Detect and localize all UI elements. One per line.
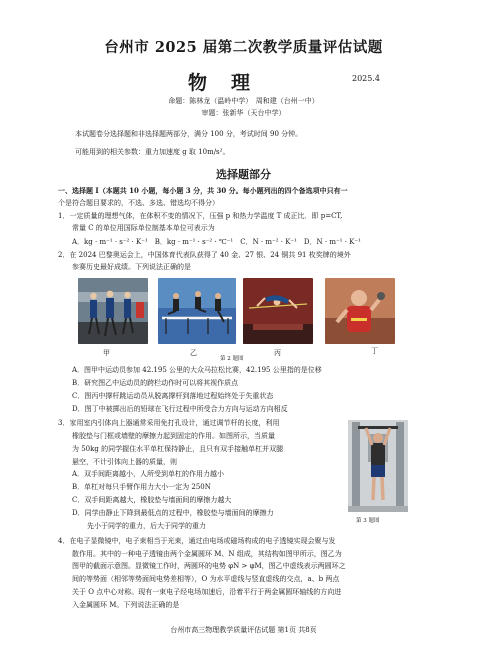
section-title: 选择题部分 — [216, 168, 271, 181]
q2-figure-caption: 第 2 题图 — [220, 356, 244, 362]
q1-stem-line-1: 1．一定质量的理想气体，在体积不变的情况下，压强 p 和热力学温度 T 成正比．即 p=CT, — [58, 212, 343, 220]
q4-stem-line-2: 散作用。其中的一种电子透镜由两个金属圆环 M、N 组成，其结构如图甲所示，图乙为 — [72, 550, 342, 558]
photo-label-3: 丙 — [274, 349, 281, 357]
part1-heading-line-2: 个是符合题目要求的，不选、多选、错选均不得分） — [58, 199, 219, 207]
q2-option-c: C．图丙中撑杆跳运动员从脱离撑杆到落地过程始终处于失重状态 — [72, 392, 274, 400]
q2-option-d: D．图丁中被掷出后的铅球在飞行过程中所受合力方向与运动方向相反 — [72, 405, 288, 413]
page-footer: 台州市高三物理教学质量评估试题 第1页 共8页 — [170, 626, 317, 634]
subject-title: 物理 — [188, 72, 275, 94]
q2-option-b: B．研究图乙中运动员的跨栏动作时可以将其视作质点 — [72, 379, 239, 387]
q4-stem-line-3: 图甲的截面示意图。显微镜工作时，两圆环的电势 φN > φM，图乙中虚线表示两圆环之 — [72, 562, 346, 570]
q3-stem-line-2: 橡胶垫与门框或墙壁的摩擦力起到固定的作用。如图所示，当质量 — [72, 432, 275, 440]
part1-heading-line-1: 一、选择题 Ⅰ（本题共 10 小题，每小题 3 分，共 30 分。每小题列出的四个备选项中只有一 — [58, 186, 348, 195]
exam-title: 台州市 2025 届第二次教学质量评估试题 — [104, 39, 383, 56]
q3-option-d-cont: 先小于同学的重力，后大于同学的重力 — [87, 522, 206, 530]
q3-option-b: B．单杠对每只手臂作用力大小一定为 250N — [72, 483, 211, 491]
photo-hurdles — [158, 278, 236, 344]
photo-label-1: 甲 — [103, 349, 110, 357]
q3-figure-pullup — [348, 420, 408, 512]
q3-stem-line-3: 为 50kg 的同学握住水平单杠保持静止，且只有双手接触单杠并双腿 — [72, 445, 284, 453]
q2-option-a: A．图甲中运动员参加 42.195 公里的大众马拉松比赛，42.195 公里指的是位移 — [72, 366, 322, 374]
reviewer-line: 审题：张新华（天台中学） — [201, 109, 286, 117]
photo-pole-vault — [243, 278, 313, 344]
exam-date: 2025.4 — [352, 74, 380, 83]
intro-line-2: 可能用到的相关参数：重力加速度 g 取 10m/s²。 — [75, 148, 230, 156]
q4-stem-line-5: 关于 O 点中心对称。现有一束电子经电场加速后，沿着平行于两金属圆环轴线的方向进 — [72, 588, 342, 596]
q4-stem-line-6: 入金属圆环 M。下列说法正确的是 — [72, 601, 180, 609]
q3-stem-line-4: 悬空，不计引体向上器的质量，则 — [72, 458, 177, 466]
intro-line-1: 本试题卷分选择题和非选择题两部分，满分 100 分，考试时间 90 分钟。 — [75, 130, 303, 138]
q1-options: A．kg · m⁻¹ · s⁻² · K⁻¹ B．kg · m⁻¹ · s⁻² · ℃⁻¹ C．N · m⁻² · K⁻¹ D．N · m⁻¹ · K⁻¹ — [72, 238, 361, 246]
q3-option-d: D．同学由静止下降到最低点的过程中，橡胶垫与墙面间的摩擦力 — [72, 509, 274, 517]
q4-stem-line-4: 间的等势面（相邻等势面间电势差相等），O 为水平虚线与竖直虚线的交点，a、b 两点 — [72, 575, 340, 583]
photo-marathon — [78, 278, 148, 344]
photo-label-2: 乙 — [190, 349, 197, 357]
q3-stem-line-1: 3．家用室内引体向上器通常采用免打孔设计，通过调节杆的长度，利用 — [58, 419, 280, 427]
q3-option-a: A．双手间距离越小，人所受到单杠的作用力越小 — [72, 470, 225, 478]
q1-stem-line-2: 常量 C 的单位用国际单位制基本单位可表示为 — [72, 224, 215, 232]
q3-figure-caption: 第 3 题图 — [356, 518, 380, 524]
q2-stem-line-1: 2．在 2024 巴黎奥运会上，中国体育代表队获得了 40 金、27 银、24 铜共 91 枚奖牌的境外 — [58, 251, 351, 259]
photo-label-4: 丁 — [371, 347, 378, 355]
q4-stem-line-1: 4．在电子显微镜中，电子束相当于光束，通过由电场或磁场构成的电子透镜实现会聚与发 — [58, 537, 336, 545]
q2-stem-line-2: 参赛历史最好成绩。下列说法正确的是 — [72, 263, 191, 271]
photo-shot-put — [325, 278, 395, 344]
authors-line: 命题：陈林龙（温岭中学） 周和建（台州一中） — [168, 97, 319, 105]
q3-option-c: C．双手间距离越大，橡胶垫与墙面间的摩擦力越大 — [72, 496, 232, 504]
